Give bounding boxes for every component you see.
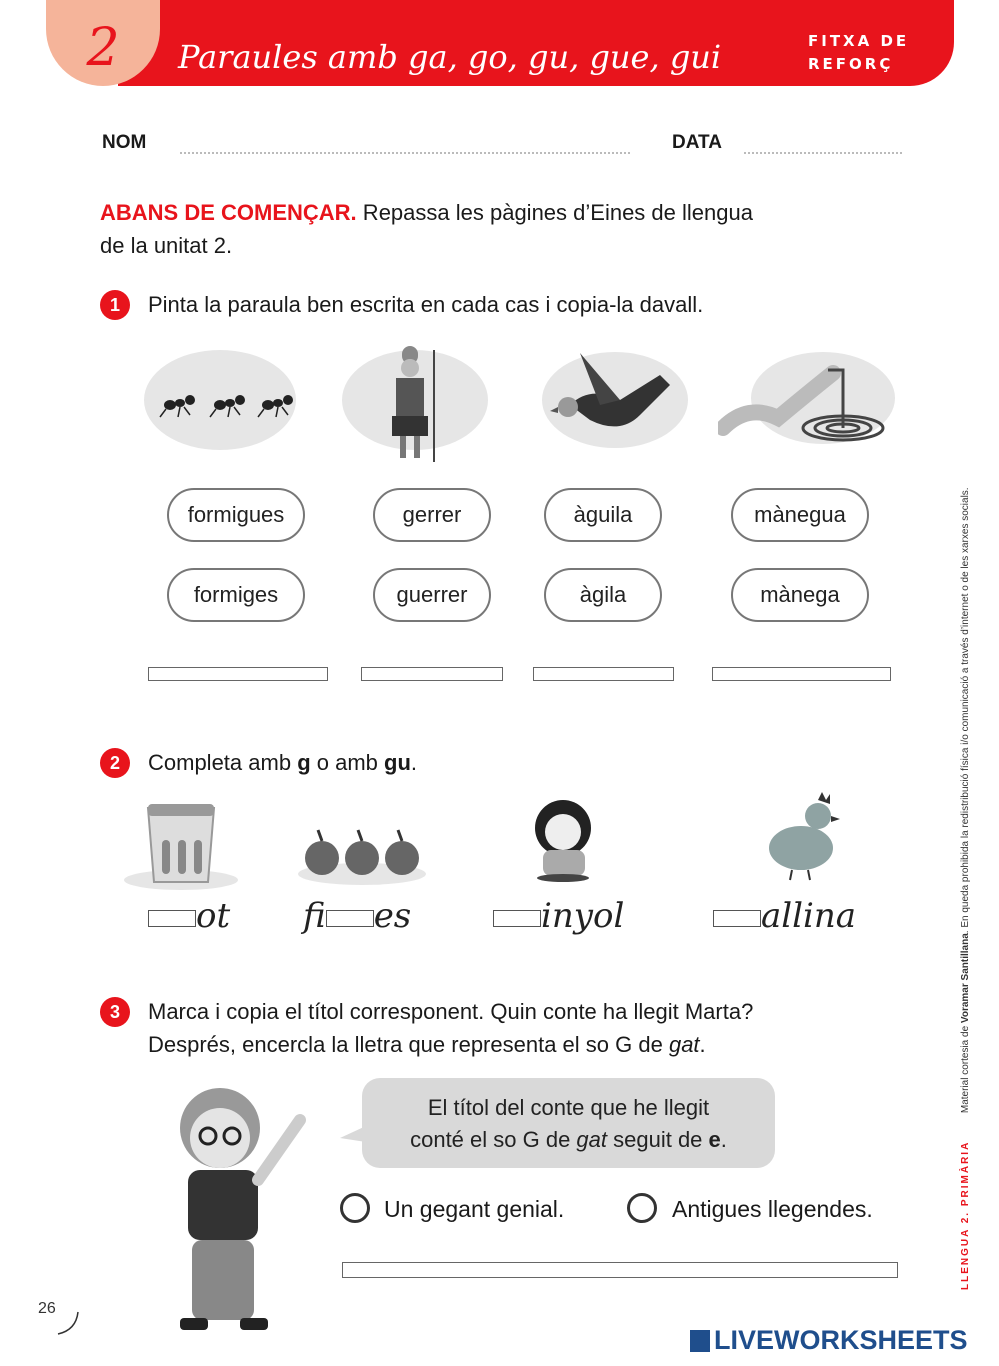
copy-input-3[interactable] bbox=[533, 667, 674, 681]
option-2-radio[interactable] bbox=[627, 1193, 657, 1223]
option-formiges[interactable]: formiges bbox=[167, 568, 305, 622]
hen-picture bbox=[756, 786, 846, 882]
speech-bubble: El títol del conte que he llegit conté el so G de gat seguit de e. bbox=[362, 1078, 775, 1168]
page-corner-icon bbox=[56, 1310, 82, 1336]
word-figues: fi es bbox=[303, 896, 412, 936]
intro-text: ABANS DE COMENÇAR. Repassa les pàgines d’Eines de llengua de la unitat 2. bbox=[100, 200, 753, 258]
side-credits: LLENGUA 2. PRIMÀRIA Material cortesia de Voramar Santillana. En queda prohibida la redistribució física i/o comunicació a través d’internet o de les xarxes socials. bbox=[960, 487, 971, 1290]
hose-picture bbox=[718, 348, 898, 448]
name-field[interactable] bbox=[180, 140, 630, 154]
eagle-picture bbox=[540, 345, 690, 460]
exercise-3-badge: 3 bbox=[100, 997, 130, 1027]
exercise-2-instruction: Completa amb g o amb gu. bbox=[148, 750, 418, 775]
date-label: DATA bbox=[672, 132, 722, 153]
name-label: NOM bbox=[102, 132, 147, 153]
page-number: 26 bbox=[38, 1300, 56, 1317]
word-guinyol: inyol bbox=[493, 896, 624, 936]
option-aguila[interactable]: àguila bbox=[544, 488, 662, 542]
word-got: ot bbox=[148, 896, 230, 936]
option-agila[interactable]: àgila bbox=[544, 568, 662, 622]
blank-input-2[interactable] bbox=[326, 910, 374, 927]
option-manegua[interactable]: mànegua bbox=[731, 488, 869, 542]
title-copy-input[interactable] bbox=[342, 1262, 898, 1278]
figs-picture bbox=[296, 822, 428, 886]
copy-input-4[interactable] bbox=[712, 667, 891, 681]
exercise-2-badge: 2 bbox=[100, 748, 130, 778]
blank-input-1[interactable] bbox=[148, 910, 196, 927]
option-manega[interactable]: mànega bbox=[731, 568, 869, 622]
option-guerrer[interactable]: guerrer bbox=[373, 568, 491, 622]
option-gerrer[interactable]: gerrer bbox=[373, 488, 491, 542]
blank-input-4[interactable] bbox=[713, 910, 761, 927]
exercise-1-instruction: Pinta la paraula ben escrita en cada cas i copia-la davall. bbox=[148, 292, 704, 317]
exercise-1-badge: 1 bbox=[100, 290, 130, 320]
copy-input-2[interactable] bbox=[361, 667, 503, 681]
glass-picture bbox=[122, 800, 240, 892]
soldier-picture bbox=[340, 340, 490, 465]
exercise-3-instruction: Marca i copia el títol corresponent. Quin conte ha llegit Marta? Després, encercla la lletra que representa el so G de gat. bbox=[148, 999, 754, 1057]
date-field[interactable] bbox=[744, 140, 902, 154]
marta-picture bbox=[150, 1080, 320, 1350]
option-1-radio[interactable] bbox=[340, 1193, 370, 1223]
ants-picture bbox=[140, 345, 300, 455]
girl-picture bbox=[515, 794, 615, 884]
option-1-label: Un gegant genial. bbox=[384, 1196, 565, 1222]
worksheet-type: FITXA DE REFORÇ bbox=[808, 32, 910, 73]
option-2-label: Antigues llegendes. bbox=[672, 1196, 873, 1222]
word-gallina: allina bbox=[713, 896, 856, 936]
blank-input-3[interactable] bbox=[493, 910, 541, 927]
logo-icon bbox=[690, 1330, 710, 1352]
unit-number: 2 bbox=[86, 18, 120, 78]
page-title: Paraules amb ga, go, gu, gue, gui bbox=[178, 38, 722, 76]
copy-input-1[interactable] bbox=[148, 667, 328, 681]
option-formigues[interactable]: formigues bbox=[167, 488, 305, 542]
liveworksheets-logo: LIVEWORKSHEETS bbox=[690, 1325, 968, 1356]
